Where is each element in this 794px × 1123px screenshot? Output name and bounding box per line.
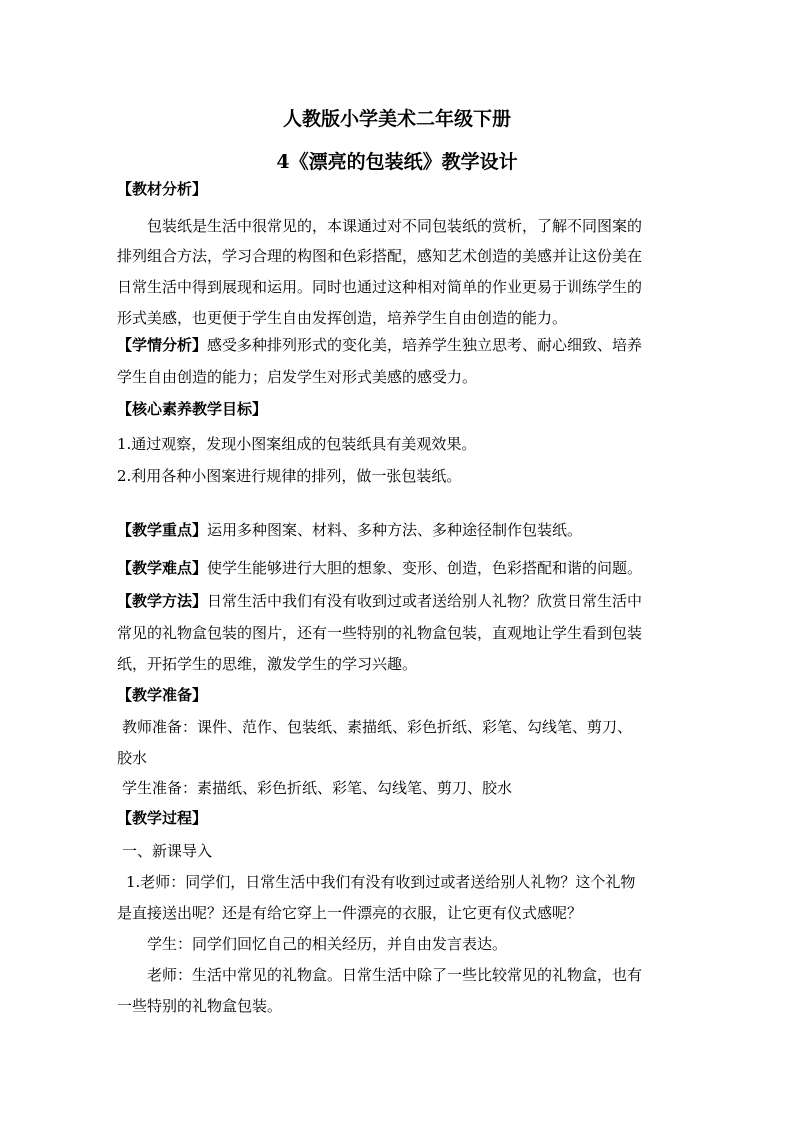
paragraph-line: 一些特别的礼物盒包装。: [117, 997, 283, 1015]
paragraph-line: 感受多种排列形式的变化美，培养学生独立思考、耐心细致、培养: [207, 336, 643, 354]
paragraph-line: 形式美感，也更便于学生自由发挥创造，培养学生自由创造的能力。: [117, 309, 568, 327]
paragraph-line: 纸，开拓学生的思维，激发学生的学习兴趣。: [117, 655, 418, 673]
section-heading-preparation: 【教学准备】: [117, 686, 208, 704]
paragraph-line: 排列组合方法，学习合理的构图和色彩搭配，感知艺术创造的美感并让这份美在: [117, 247, 643, 265]
paragraph-line: 一、新课导入: [122, 842, 213, 860]
section-heading-difficulties: 【教学难点】: [117, 559, 208, 577]
document-subtitle: 4《漂亮的包装纸》教学设计: [276, 151, 518, 173]
document-title: 人教版小学美术二年级下册: [282, 108, 511, 130]
paragraph-line: 运用多种图案、材料、多种方法、多种途径制作包装纸。: [207, 521, 583, 539]
section-heading-learning-analysis: 【学情分析】: [117, 336, 208, 354]
difficulties-line: [117, 557, 642, 579]
methods-line: [117, 590, 642, 612]
paragraph-line: 使学生能够进行大胆的想象、变形、创造，色彩搭配和谐的问题。: [207, 559, 643, 577]
list-item: 1.通过观察，发现小图案组成的包装纸具有美观效果。: [117, 435, 477, 453]
section-heading-core-goals: 【核心素养教学目标】: [117, 400, 268, 418]
paragraph-line: 学生自由创造的能力；启发学生对形式美感的感受力。: [117, 368, 478, 386]
paragraph-line: 日常生活中我们有没有收到过或者送给别人礼物？欣赏日常生活中: [207, 592, 643, 610]
paragraph-line: 1.老师：同学们，日常生活中我们有没有收到过或者送给别人礼物？这个礼物: [126, 873, 636, 891]
paragraph-line: 是直接送出呢？还是有给它穿上一件漂亮的衣服，让它更有仪式感呢？: [117, 904, 583, 922]
paragraph-line: 学生：同学们回忆自己的相关经历，并自由发言表达。: [147, 935, 508, 953]
list-item: 2.利用各种小图案进行规律的排列，做一张包装纸。: [117, 467, 462, 485]
section-heading-textbook-analysis: 【教材分析】: [117, 180, 208, 198]
paragraph-line: 日常生活中得到展现和运用。同时也通过这种相对简单的作业更易于训练学生的: [117, 278, 643, 296]
section-heading-methods: 【教学方法】: [117, 592, 208, 610]
key-points-line: [117, 519, 582, 541]
paragraph-line: 胶水: [117, 749, 148, 767]
section-heading-process: 【教学过程】: [117, 809, 208, 827]
paragraph-line: 老师：生活中常见的礼物盒。日常生活中除了一些比较常见的礼物盒，也有: [147, 966, 643, 984]
paragraph-line: 教师准备：课件、范作、包装纸、素描纸、彩色折纸、彩笔、勾线笔、剪刀、: [122, 718, 633, 736]
paragraph-line: 学生准备：素描纸、彩色折纸、彩笔、勾线笔、剪刀、胶水: [122, 779, 513, 797]
paragraph-line: 常见的礼物盒包装的图片，还有一些特别的礼物盒包装，直观地让学生看到包装: [117, 624, 643, 642]
section-heading-key-points: 【教学重点】: [117, 521, 208, 539]
learning-analysis-line: [117, 334, 642, 356]
paragraph-line: 包装纸是生活中很常见的，本课通过对不同包装纸的赏析，了解不同图案的: [147, 217, 643, 235]
